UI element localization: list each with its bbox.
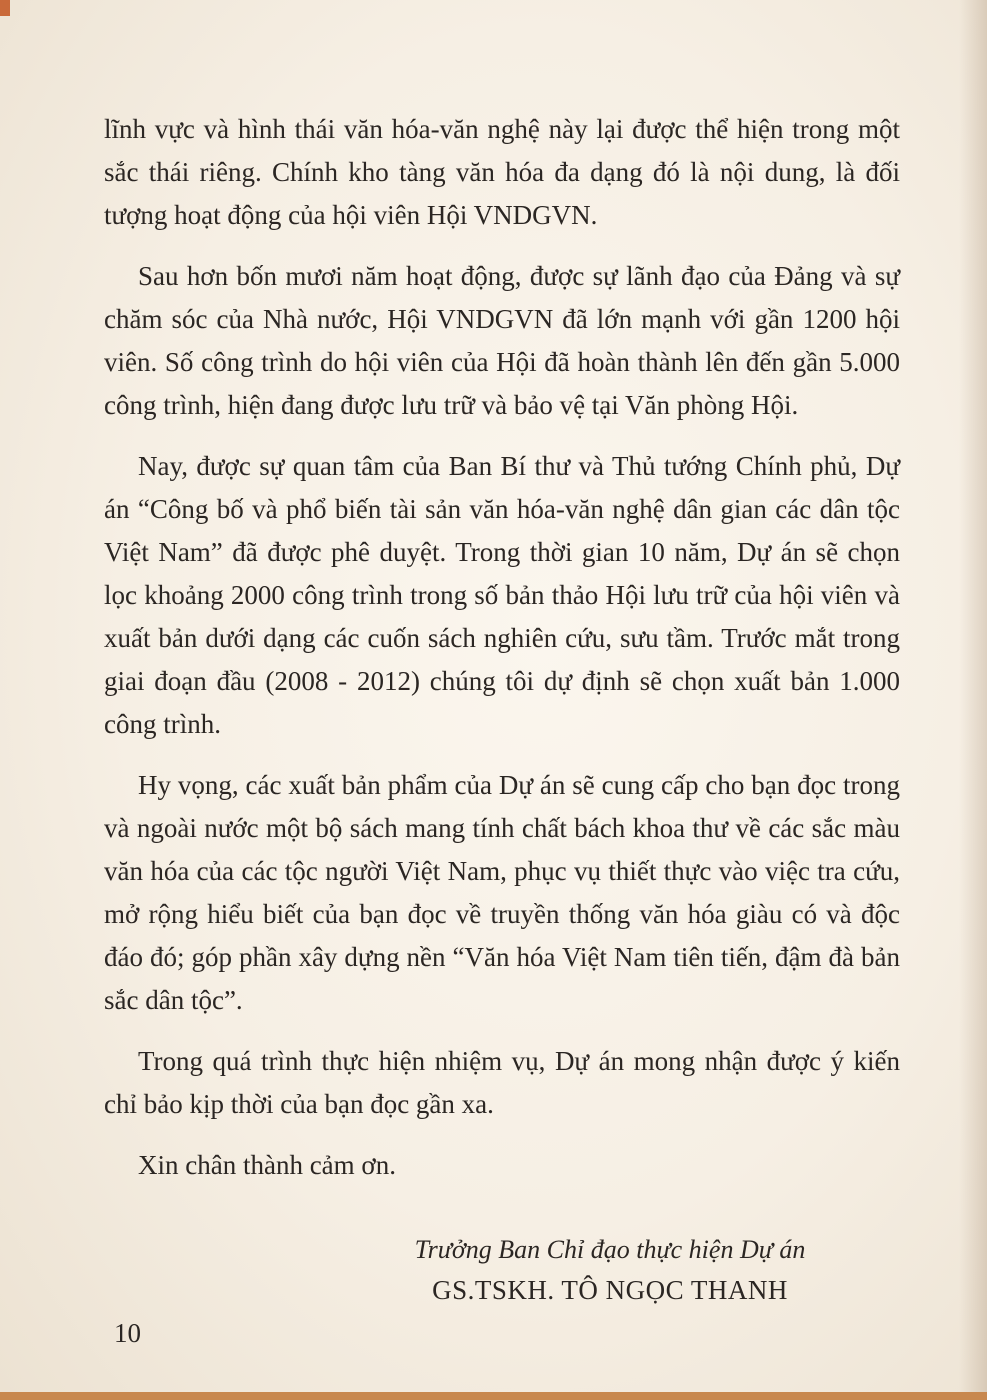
signature-role: Trưởng Ban Chỉ đạo thực hiện Dự án [414,1235,806,1264]
page-bottom-edge [0,1392,987,1400]
signature-name: GS.TSKH. TÔ NGỌC THANH [432,1275,788,1305]
paragraph-5: Trong quá trình thực hiện nhiệm vụ, Dự án mong nhận được ý kiến chỉ bảo kịp thời của bạn đọc gần xa. [104,1046,900,1119]
page-binding-shadow [959,0,987,1400]
page-number: 10 [114,1318,141,1348]
paragraph-2: Sau hơn bốn mươi năm hoạt động, được sự lãnh đạo của Đảng và sự chăm sóc của Nhà nước, Hội VNDGVN đã lớn mạnh với gần 1200 hội viên. Số công trình do hội viên của Hội đã hoàn thành lên đến gần 5.000 công trình, hiện đang được lưu trữ và bảo vệ tại Văn phòng Hội. [104,261,900,420]
closing-line: Xin chân thành cảm ơn. [138,1150,396,1180]
paragraph-4: Hy vọng, các xuất bản phẩm của Dự án sẽ cung cấp cho bạn đọc trong và ngoài nước một bộ sách mang tính chất bách khoa thư về các sắc màu văn hóa của các tộc người Việt Nam, phục vụ thiết thực vào việc tra cứu, mở rộng hiểu biết của bạn đọc về truyền thống văn hóa giàu có và độc đáo đó; góp phần xây dựng nền “Văn hóa Việt Nam tiên tiến, đậm đà bản sắc dân tộc”. [104,770,900,1015]
signature-block [380,1230,840,1310]
paragraph-1: lĩnh vực và hình thái văn hóa-văn nghệ này lại được thể hiện trong một sắc thái riêng. Chính kho tàng văn hóa đa dạng đó là nội dung, là đối tượng hoạt động của hội viên Hội VNDGVN. [104,114,900,230]
page-edge-mark [0,0,10,16]
body-text [104,108,900,1187]
paragraph-3: Nay, được sự quan tâm của Ban Bí thư và Thủ tướng Chính phủ, Dự án “Công bố và phổ biến tài sản văn hóa-văn nghệ dân gian các dân tộc Việt Nam” đã được phê duyệt. Trong thời gian 10 năm, Dự án sẽ chọn lọc khoảng 2000 công trình trong số bản thảo Hội lưu trữ của hội viên và xuất bản dưới dạng các cuốn sách nghiên cứu, sưu tầm. Trước mắt trong giai đoạn đầu (2008 - 2012) chúng tôi dự định sẽ chọn xuất bản 1.000 công trình. [104,451,900,739]
